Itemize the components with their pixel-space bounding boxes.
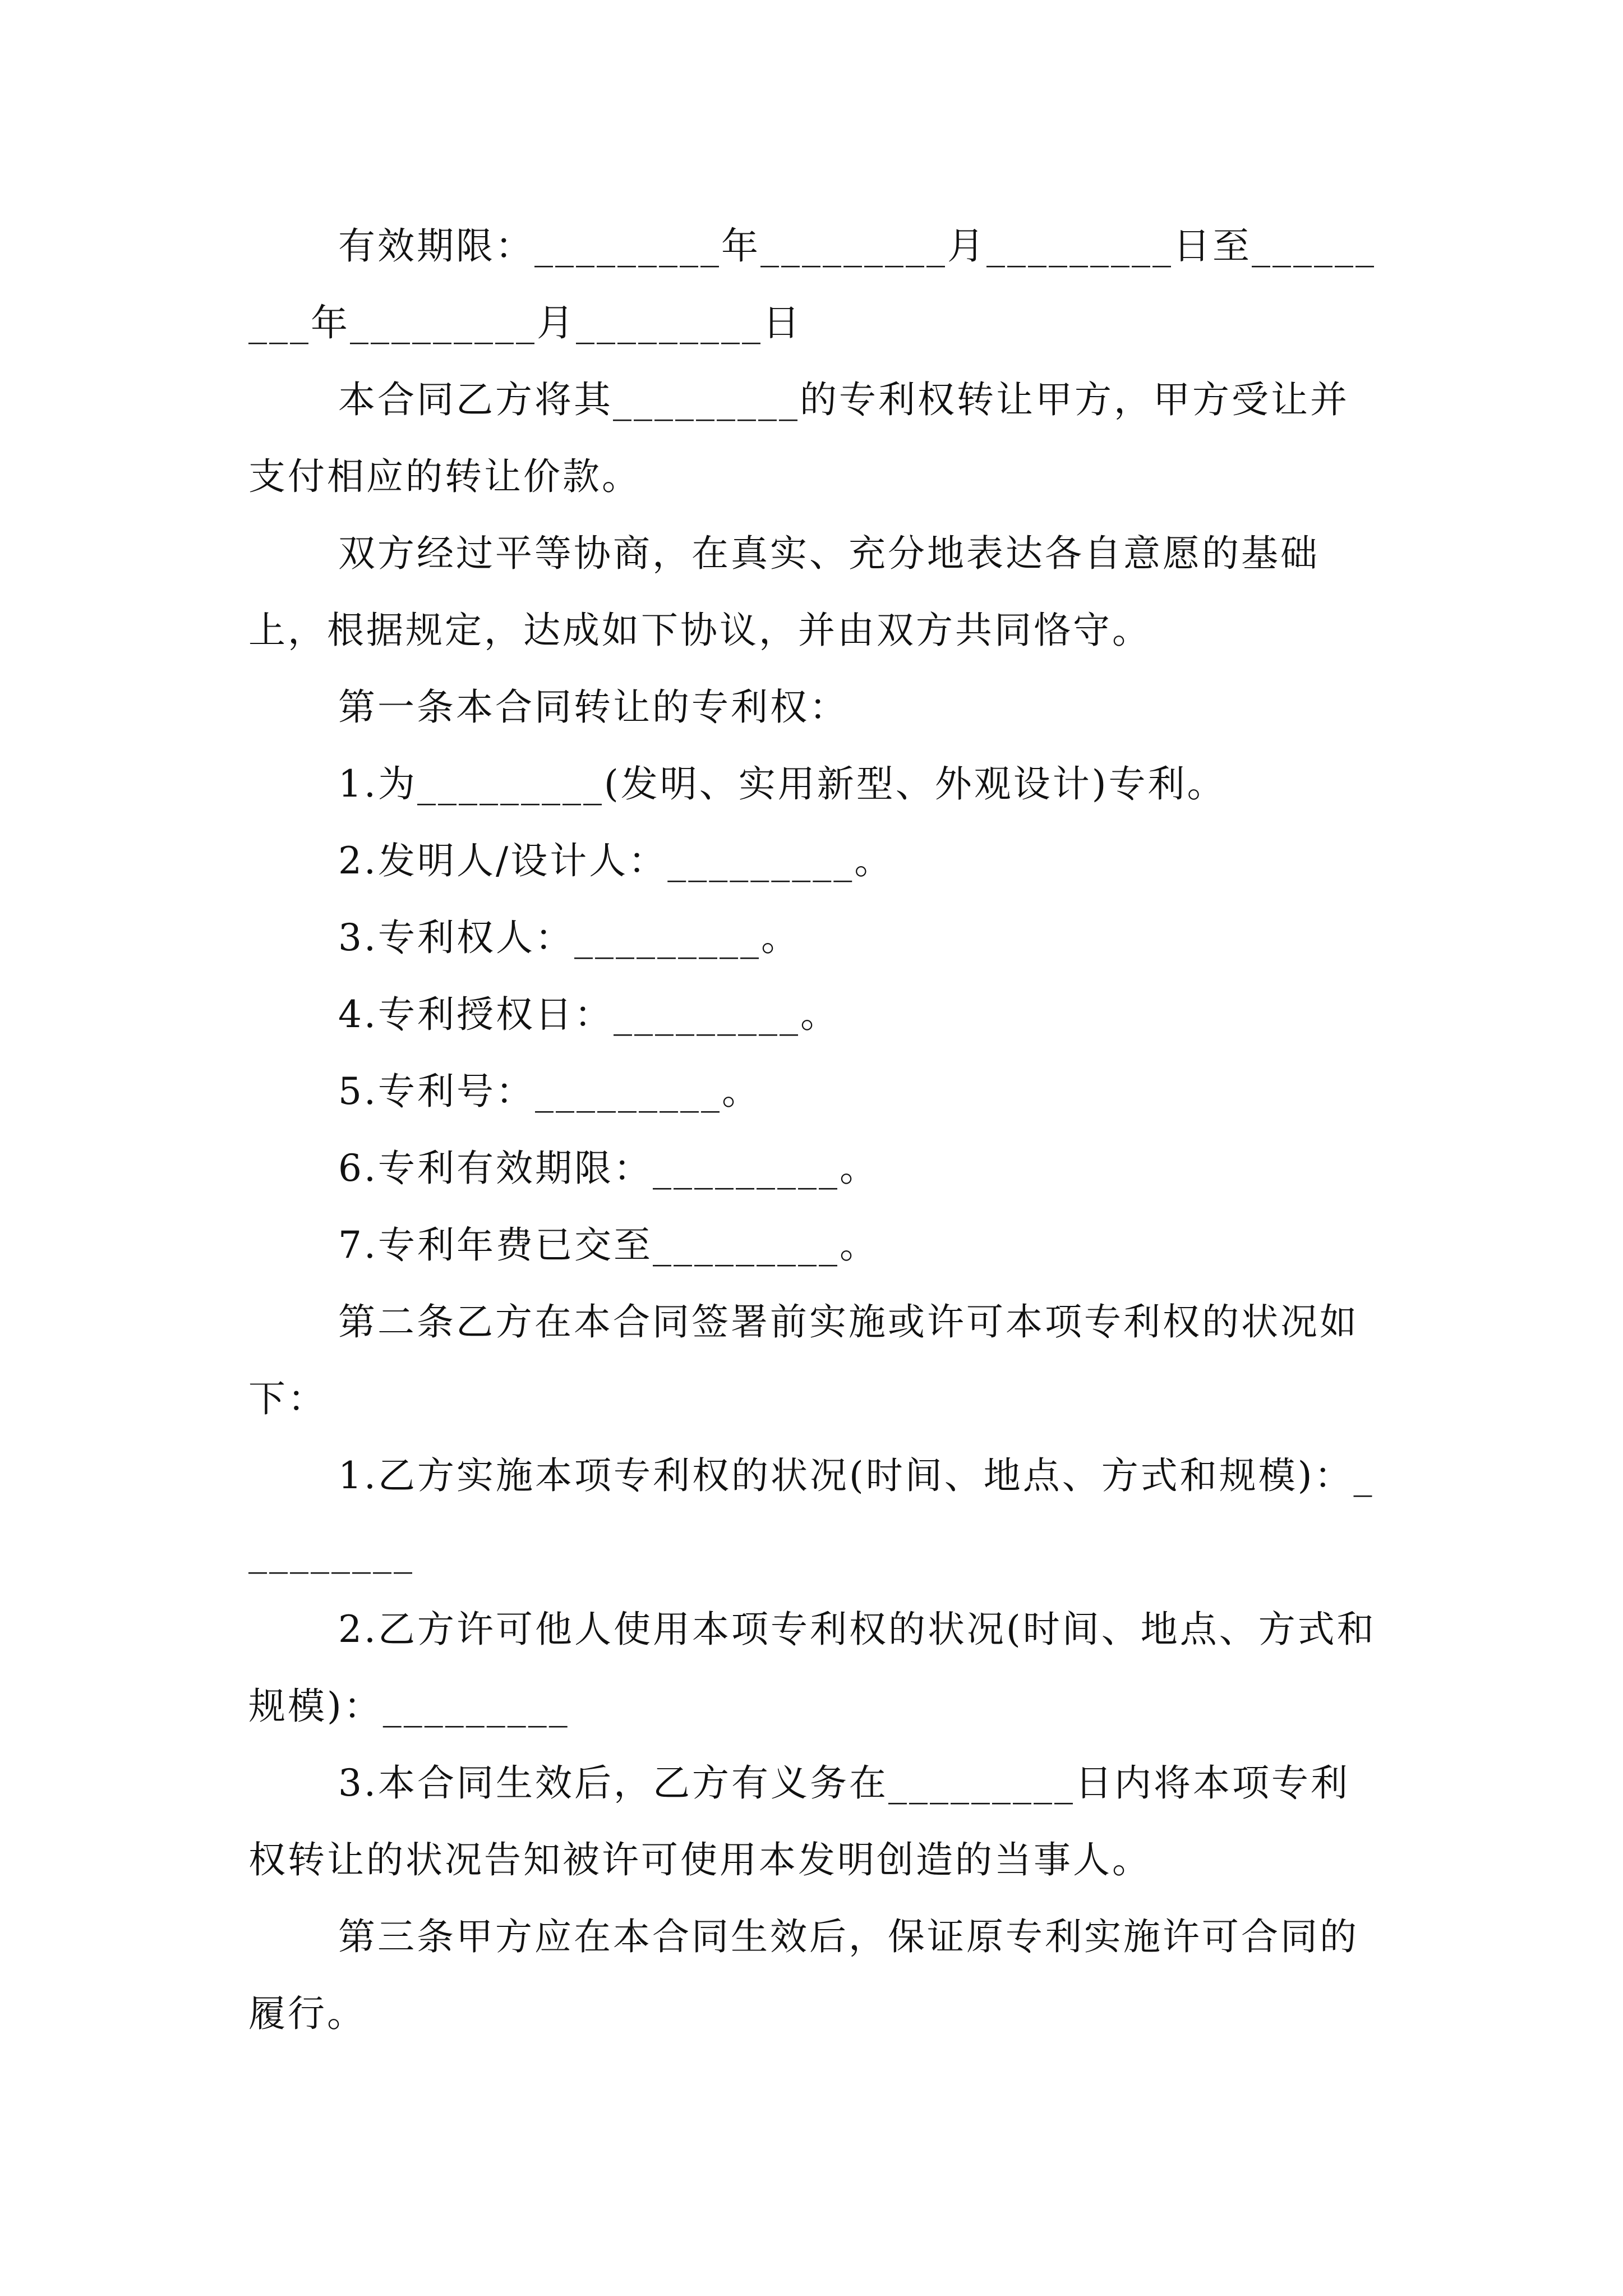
validity-period-paragraph: 有效期限：_________年_________月_________日至_________年_________月_________日 xyxy=(248,224,1376,344)
article-2-heading: 第二条乙方在本合同签署前实施或许可本项专利权的状况如下： xyxy=(248,1300,1359,1420)
document-body xyxy=(248,208,1387,2052)
article-1-item-3: 3.专利权人：_________。 xyxy=(338,916,800,959)
article-1-item-7: 7.专利年费已交至_________。 xyxy=(338,1223,879,1267)
article-1-heading: 第一条本合同转让的专利权： xyxy=(338,685,849,729)
article-1-item-1: 1.为_________(发明、实用新型、外观设计)专利。 xyxy=(338,762,1227,806)
agreement-basis-paragraph: 双方经过平等协商，在真实、充分地表达各自意愿的基础上，根据规定，达成如下协议，并由双方共同恪守。 xyxy=(248,532,1320,652)
transfer-intro-paragraph: 本合同乙方将其_________的专利权转让甲方，甲方受让并支付相应的转让价款。 xyxy=(248,378,1349,498)
article-2-item-3: 3.本合同生效后，乙方有义务在_________日内将本项专利权转让的状况告知被许可使用本发明创造的当事人。 xyxy=(248,1761,1350,1881)
article-1-item-5: 5.专利号：_________。 xyxy=(338,1070,761,1113)
article-1-item-4: 4.专利授权日：_________。 xyxy=(338,993,840,1036)
article-3-paragraph: 第三条甲方应在本合同生效后，保证原专利实施许可合同的履行。 xyxy=(248,1915,1359,2035)
article-2-item-1: 1.乙方实施本项专利权的状况(时间、地点、方式和规模)：_________ xyxy=(248,1454,1375,1574)
article-1-item-2: 2.发明人/设计人：_________。 xyxy=(338,839,894,882)
article-2-item-2: 2.乙方许可他人使用本项专利权的状况(时间、地点、方式和规模)：_________ xyxy=(248,1608,1376,1728)
article-1-item-6: 6.专利有效期限：_________。 xyxy=(338,1147,879,1190)
